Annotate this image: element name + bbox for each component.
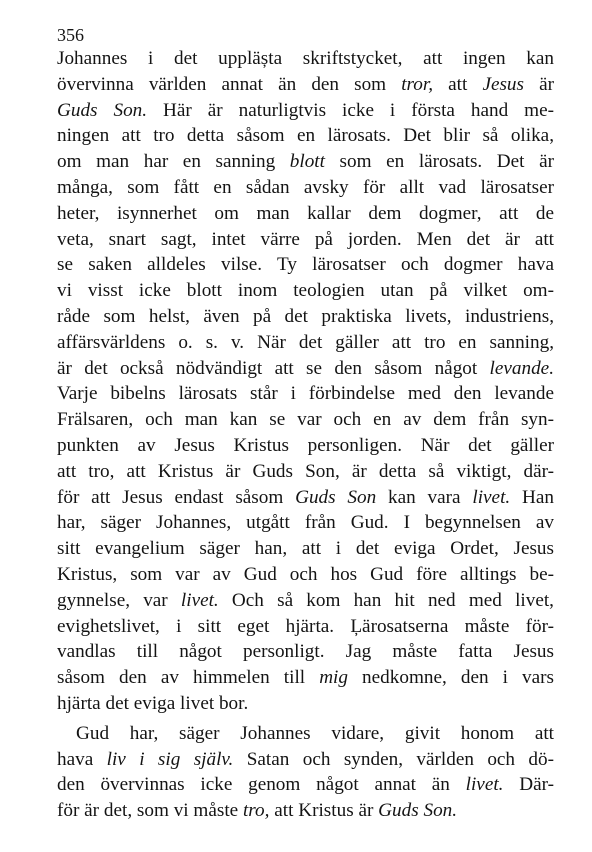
text-line [57,306,554,328]
text-line [57,512,554,534]
text-run: punkten av Jesus Kristus personligen. När det gäller [57,435,554,456]
text-line [57,151,554,173]
text-run: heter, isynnerhet om man kallar dem dogmer, att de [57,202,554,224]
italic-text: mig [319,667,348,689]
text-run: Här är naturligtvis icke i första hand me- [147,99,554,121]
text-run: råde som helst, även på det praktiska livets, industriens, [57,306,554,327]
italic-text: liv i sig själv. [106,748,234,770]
text-line [57,280,554,302]
text-run: affärsvärldens o. s. v. När det gäller att tro en sanning, [57,331,554,353]
text-line [57,590,554,612]
text-line [57,358,554,380]
text-run: se saken alldeles vilse. Ty lärosatser och dogmer hava [57,254,554,276]
text-line [57,203,554,225]
italic-text: Jesus [482,73,524,95]
text-run: många, som fått en sådan avsky för allt vad lärosatser [57,177,554,198]
text-run: veta, snart sagt, intet värre på jorden. Men det är att [57,228,554,250]
text-line [57,641,554,663]
text-run: den övervinnas icke genom något annat än [57,774,466,796]
text-run: Gud har, säger Johannes vidare, givit honom att [76,722,554,744]
text-run: Johannes i det uppläșta skriftstycket, att ingen kan [57,48,554,69]
text-run: är det också nödvändigt att se den såsom något [57,357,490,379]
text-line [57,125,554,147]
text-run: för är det, som vi måste [57,800,243,822]
text-run: vi visst icke blott inom teologien utan på vilket om- [57,280,554,302]
text-run: såsom den av himmelen till [57,667,320,689]
text-line [57,749,554,771]
text-line [57,332,554,354]
text-run: Varje bibelns lärosats står i förbindelse med den levande [57,383,554,405]
text-run: gynnelse, var [57,589,181,611]
italic-text: Guds Son. [57,99,148,121]
page-number: 356 [57,25,84,45]
text-run: nedkomne, den i vars [347,667,554,689]
text-run: övervinna världen annat än den som [57,73,402,95]
text-line [57,254,554,276]
text-run: hava [57,748,107,770]
text-line [57,538,554,560]
text-run: för att Jesus endast såsom [57,486,296,508]
text-run: vandlas till något personligt. Jag måste fatta Jesus [57,641,554,663]
text-run: att [433,73,483,95]
text-run: ningen att tro detta såsom en lärosats. Det blir så olika, [57,125,554,147]
text-line [57,616,554,638]
text-run: Och så kom han hit ned med livet, [218,589,554,611]
text-line [57,487,554,509]
text-line [57,800,554,822]
text-line [57,229,554,251]
italic-text: tro, [242,800,270,822]
italic-text: blott [289,151,325,173]
text-run: har, säger Johannes, utgått från Gud. I begynnelsen av [57,512,554,534]
text-run: sitt evangelium säger han, att i det eviga Ordet, Jesus [57,538,554,560]
text-run: evighetslivet, i sitt eget hjärta. Ļärosatserna måste för- [57,615,554,637]
text-run: Satan och synden, världen och dö- [233,748,554,770]
text-run: Kristus, som var av Gud och hos Gud före alltings be- [57,564,554,585]
text-line [57,667,554,689]
text-line [57,100,554,122]
text-line [57,461,554,483]
text-run: Han [510,486,554,508]
text-line [76,723,554,745]
text-line [57,409,554,431]
italic-text: levande. [489,357,554,379]
text-line [57,383,554,405]
text-run: hjärta det eviga livet bor. [57,693,249,714]
text-line [57,693,554,715]
text-run: om man har en sanning [57,151,290,173]
italic-text: livet. [180,589,219,611]
text-run: att Kristus är [269,800,379,822]
text-run: som en lärosats. Det är [324,151,554,173]
text-line [57,177,554,199]
text-run: att tro, att Kristus är Guds Son, är detta så viktigt, där- [57,460,554,482]
text-line [57,774,554,796]
text-line [57,48,554,70]
italic-text: Guds Son [295,486,377,508]
text-run: kan vara [376,486,473,508]
italic-text: Guds Son. [378,800,458,822]
text-line [57,435,554,457]
text-line [57,564,554,586]
text-run: Frälsaren, och man kan se var och en av dem från syn- [57,409,554,431]
text-run: är [524,73,555,95]
text-run: Där- [503,774,554,796]
italic-text: tror, [401,73,434,95]
italic-text: livet. [465,774,504,796]
text-line [57,74,554,96]
italic-text: livet. [472,486,511,508]
